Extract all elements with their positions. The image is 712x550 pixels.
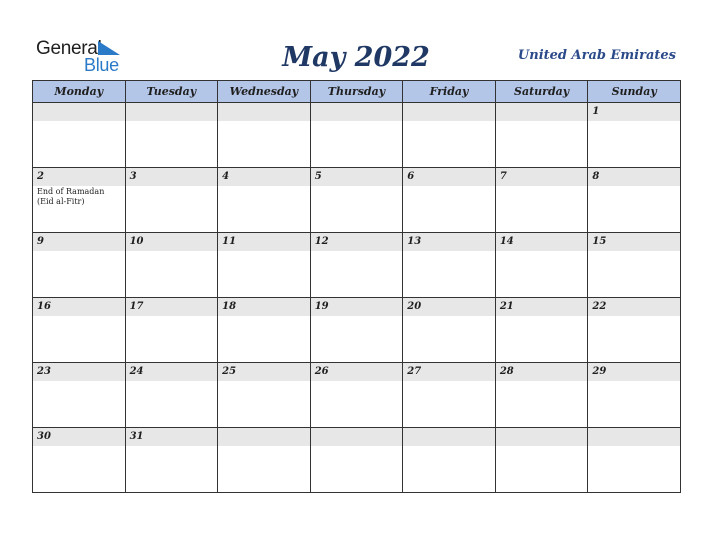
day-number: 17 <box>129 301 144 312</box>
day-cell <box>588 363 681 428</box>
weekday-header: Sunday <box>588 81 681 103</box>
day-number: 29 <box>592 366 607 377</box>
day-cell <box>125 428 218 493</box>
day-number: 7 <box>499 171 507 182</box>
week-row <box>33 103 681 168</box>
day-number: 5 <box>314 171 322 182</box>
day-band <box>218 168 310 186</box>
day-number: 30 <box>37 431 51 442</box>
day-number: 23 <box>37 366 51 377</box>
day-band <box>588 428 680 446</box>
logo-text-general: General <box>36 38 102 59</box>
weekday-header: Monday <box>33 81 126 103</box>
day-number: 12 <box>314 236 329 247</box>
weekday-header: Thursday <box>310 81 403 103</box>
day-cell <box>495 428 588 493</box>
day-cell <box>125 168 218 233</box>
day-cell <box>125 233 218 298</box>
day-number: 1 <box>592 106 600 117</box>
day-number: 11 <box>222 236 237 247</box>
day-number: 26 <box>314 366 329 377</box>
day-number: 27 <box>407 366 422 377</box>
day-band <box>403 428 495 446</box>
day-number: 13 <box>407 236 422 247</box>
day-cell <box>588 103 681 168</box>
day-number: 20 <box>407 301 422 312</box>
weekday-header: Wednesday <box>218 81 311 103</box>
day-cell <box>218 428 311 493</box>
day-band <box>311 428 403 446</box>
day-number: 18 <box>222 301 237 312</box>
day-cell <box>310 298 403 363</box>
day-cell <box>125 298 218 363</box>
day-cell <box>403 428 496 493</box>
day-band <box>311 103 403 121</box>
day-number: 21 <box>499 301 514 312</box>
day-number: 16 <box>37 301 51 312</box>
day-cell <box>125 103 218 168</box>
day-cell <box>588 233 681 298</box>
weekday-header: Friday <box>403 81 496 103</box>
day-cell <box>588 428 681 493</box>
day-cell <box>218 233 311 298</box>
day-number: 24 <box>129 366 144 377</box>
day-cell <box>403 103 496 168</box>
day-band <box>403 168 495 186</box>
day-cell <box>33 298 126 363</box>
day-cell <box>403 233 496 298</box>
day-number: 15 <box>592 236 607 247</box>
day-band <box>218 103 310 121</box>
day-number: 6 <box>407 171 415 182</box>
day-band <box>496 103 588 121</box>
day-cell <box>33 363 126 428</box>
day-cell <box>495 103 588 168</box>
day-band <box>311 168 403 186</box>
calendar-grid <box>32 80 681 493</box>
day-number: 19 <box>314 301 329 312</box>
day-band <box>496 428 588 446</box>
day-cell <box>495 233 588 298</box>
day-band <box>403 103 495 121</box>
day-cell <box>125 363 218 428</box>
day-cell <box>495 298 588 363</box>
day-cell <box>33 103 126 168</box>
day-number: 25 <box>222 366 237 377</box>
day-cell <box>33 233 126 298</box>
day-cell <box>495 168 588 233</box>
day-number: 10 <box>129 236 144 247</box>
day-band <box>126 168 218 186</box>
day-cell <box>403 168 496 233</box>
weekday-header: Tuesday <box>125 81 218 103</box>
weekday-header-row <box>33 81 681 103</box>
page-title: May 2022 <box>282 42 430 73</box>
day-cell <box>33 428 126 493</box>
day-number: 31 <box>129 431 144 442</box>
day-cell <box>495 363 588 428</box>
holiday-event: End of Ramadan (Eid al-Fitr) <box>37 187 105 206</box>
day-cell <box>310 363 403 428</box>
day-number: 8 <box>592 171 600 182</box>
day-cell <box>218 298 311 363</box>
week-row <box>33 233 681 298</box>
day-number: 2 <box>37 171 44 182</box>
day-cell <box>310 168 403 233</box>
country-label: United Arab Emirates <box>517 48 676 63</box>
day-cell <box>218 363 311 428</box>
day-cell <box>403 363 496 428</box>
day-cell <box>218 103 311 168</box>
day-cell <box>218 168 311 233</box>
day-band <box>126 103 218 121</box>
day-number: 14 <box>499 236 514 247</box>
logo-text-blue: Blue <box>84 55 119 75</box>
day-number: 4 <box>222 171 230 182</box>
day-band <box>33 103 125 121</box>
day-cell <box>310 103 403 168</box>
day-number: 3 <box>129 171 137 182</box>
week-row <box>33 168 681 233</box>
day-cell <box>310 233 403 298</box>
day-cell <box>588 298 681 363</box>
day-cell <box>310 428 403 493</box>
day-cell <box>33 168 126 233</box>
week-row <box>33 298 681 363</box>
day-band <box>588 103 680 121</box>
day-number: 22 <box>592 301 607 312</box>
day-number: 28 <box>499 366 514 377</box>
day-band <box>588 168 680 186</box>
day-cell <box>403 298 496 363</box>
weekday-header: Saturday <box>495 81 588 103</box>
day-cell <box>588 168 681 233</box>
day-band <box>218 428 310 446</box>
day-band <box>496 168 588 186</box>
day-band <box>33 168 125 186</box>
day-number: 9 <box>37 236 44 247</box>
week-row <box>33 363 681 428</box>
week-row <box>33 428 681 493</box>
day-band <box>33 233 125 251</box>
